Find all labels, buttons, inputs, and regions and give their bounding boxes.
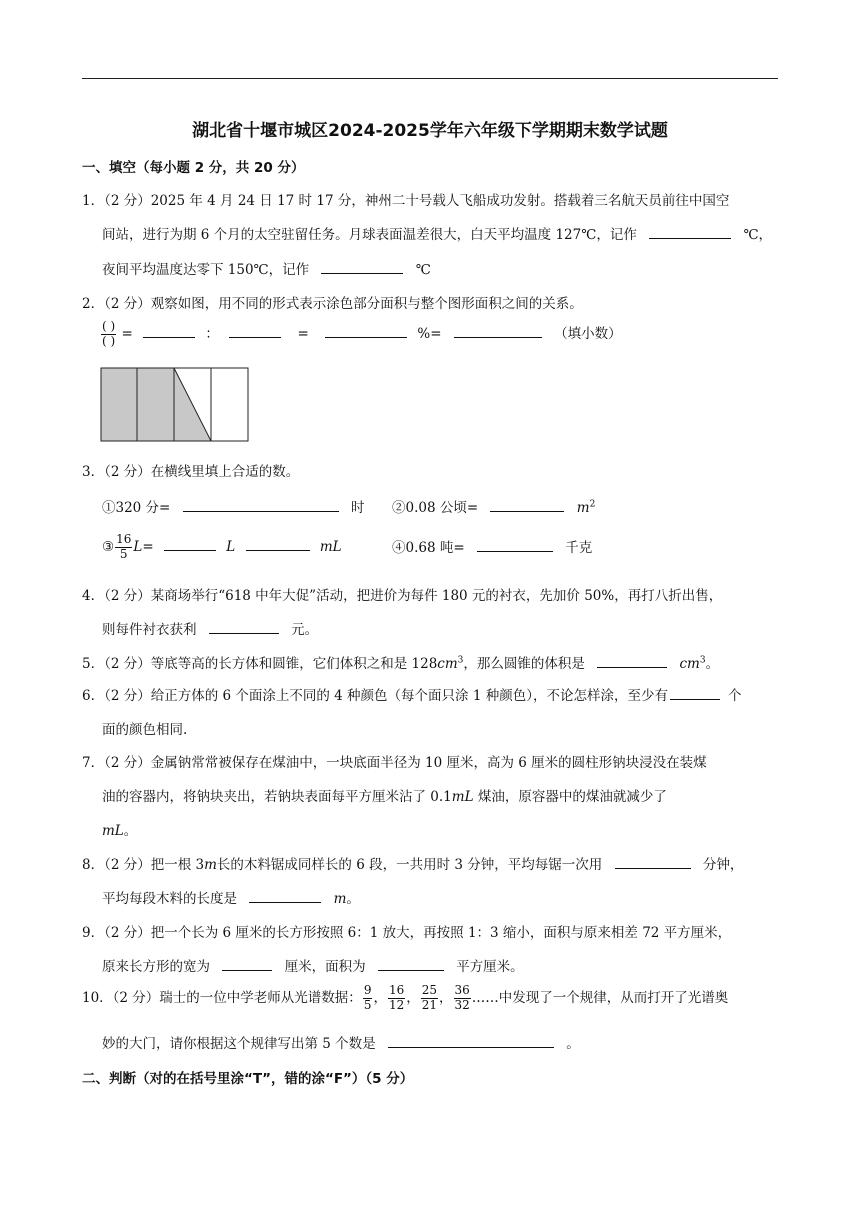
q1-line2: 间站，进行为期 6 个月的太空驻留任务。月球表面温差很大，白天平均温度 127℃，记作 ℃，: [102, 223, 800, 243]
q6-blank-faces[interactable]: [670, 685, 720, 700]
q6-line2: 面的颜色相同.: [102, 722, 188, 738]
q10-blank-fifth[interactable]: [388, 1033, 554, 1048]
section-heading-judge: 二、判断（对的在括号里涂“T”，错的涂“F”）（5 分）: [82, 1071, 414, 1087]
q7-line1: 7．（2 分）金属钠常常被保存在煤油中，一块底面半径为 10 厘米，高为 6 厘米的圆柱形钠块浸没在装煤: [82, 755, 707, 771]
q2-line1: 2．（2 分）观察如图，用不同的形式表示涂色部分面积与整个图形面积之间的关系。: [82, 296, 583, 312]
q3-item-b: ②0.08 公顷= $m^2$: [392, 496, 692, 516]
q10-fraction-2: $\frac{16}{12}$: [388, 983, 405, 1012]
q3-line1: 3．（2 分）在横线里填上合适的数。: [82, 464, 300, 480]
q1-line1: 1．（2 分）2025 年 4 月 24 日 17 时 17 分，神州二十号载人飞船成功发射。搭载着三名航天员前往中国空: [82, 193, 730, 209]
q6-line1: 6．（2 分）给正方体的 6 个面涂上不同的 4 种颜色（每个面只涂 1 种颜色），不论怎样涂，至少有 个: [82, 684, 780, 704]
q3-blank-a[interactable]: [183, 497, 339, 512]
q3-blank-c2[interactable]: [246, 536, 310, 551]
q9-blank-area[interactable]: [378, 956, 444, 971]
q2-blank-division[interactable]: [325, 323, 407, 338]
q10-line2: 妙的大门，请你根据这个规律写出第 5 个数是 。: [102, 1032, 800, 1052]
q9-blank-width[interactable]: [222, 956, 272, 971]
q3-blank-c1[interactable]: [164, 536, 216, 551]
q4-blank-profit[interactable]: [209, 619, 279, 634]
page-title: 湖北省十堰市城区2024-2025学年六年级下学期期末数学试题: [192, 121, 668, 141]
q8-blank-minutes[interactable]: [615, 854, 691, 869]
header-rule: [82, 78, 778, 79]
figure-cell-2: [137, 368, 174, 441]
q3-blank-d[interactable]: [477, 537, 553, 552]
q9-line2: 原来长方形的宽为 厘米，面积为 平方厘米。: [102, 955, 800, 975]
figure-cell-4: [211, 368, 248, 441]
q3-item-d: ④0.68 吨= 千克: [392, 536, 692, 556]
q5-blank-volume[interactable]: [597, 653, 667, 668]
q3-item-c: ③ $\frac{16}{5}$ L= L mL: [102, 532, 342, 561]
q4-line2: 则每件衬衣获利 元。: [102, 618, 800, 638]
q3-item-a: ①320 分= 时: [102, 496, 402, 516]
q2-answer-row: $\frac{( )}{( )}$ = ： = %= （填小数）: [102, 319, 622, 348]
q2-blank-ratio-a[interactable]: [143, 323, 195, 338]
q3-fraction: $\frac{16}{5}$: [116, 532, 132, 561]
q10-fraction-4: $\frac{36}{32}$: [454, 983, 470, 1012]
q8-line1: 8．（2 分）把一根 3m长的木料锯成同样长的 6 段，一共用时 3 分钟，平均每锯一次用 分钟，: [82, 853, 780, 873]
q2-blank-decimal[interactable]: [454, 323, 542, 338]
q2-blank-ratio-b[interactable]: [229, 323, 281, 338]
q7-line2: 油的容器内，将钠块夹出，若钠块表面每平方厘米沾了 0.1mL 煤油，原容器中的煤油就减少了: [102, 789, 667, 805]
q4-line1: 4．（2 分）某商场举行“618 中年大促”活动，把进价为每件 180 元的衬衣，先加价 50%，再打八折出售，: [82, 588, 723, 604]
q2-shaded-figure: [100, 367, 250, 443]
q8-blank-length[interactable]: [249, 888, 321, 903]
q9-line1: 9．（2 分）把一个长为 6 厘米的长方形按照 6：1 放大，再按照 1：3 缩小，面积与原来相差 72 平方厘米，: [82, 925, 732, 941]
q5-line1: 5．（2 分）等底等高的长方体和圆锥，它们体积之和是 $128cm^3$，那么圆锥的体积是 $cm^3$。: [82, 652, 780, 672]
q2-fraction-blank[interactable]: $\frac{( )}{( )}$: [102, 319, 116, 348]
q3-blank-b[interactable]: [490, 497, 564, 512]
figure-cell-1: [101, 368, 137, 441]
q10-line1: 10．（2 分）瑞士的一位中学老师从光谱数据： $\frac{9}{5}$ ， $\frac{16}{12}$ ， $\frac{25}{21}$ ， $\frac{36}{32}$ ……中发现了一个规律，从而打开了光谱奥: [82, 983, 729, 1012]
q10-fraction-1: $\frac{9}{5}$: [363, 983, 372, 1012]
q1-line3: 夜间平均温度达零下 150℃，记作 ℃: [102, 258, 800, 278]
q1-blank-day[interactable]: [649, 224, 731, 239]
q7-line3: mL。: [102, 823, 138, 839]
q10-fraction-3: $\frac{25}{21}$: [421, 983, 438, 1012]
section-heading-fill: 一、填空（每小题 2 分，共 20 分）: [82, 160, 305, 176]
q8-line2: 平均每段木料的长度是 m。: [102, 887, 800, 907]
q1-blank-night[interactable]: [321, 259, 403, 274]
